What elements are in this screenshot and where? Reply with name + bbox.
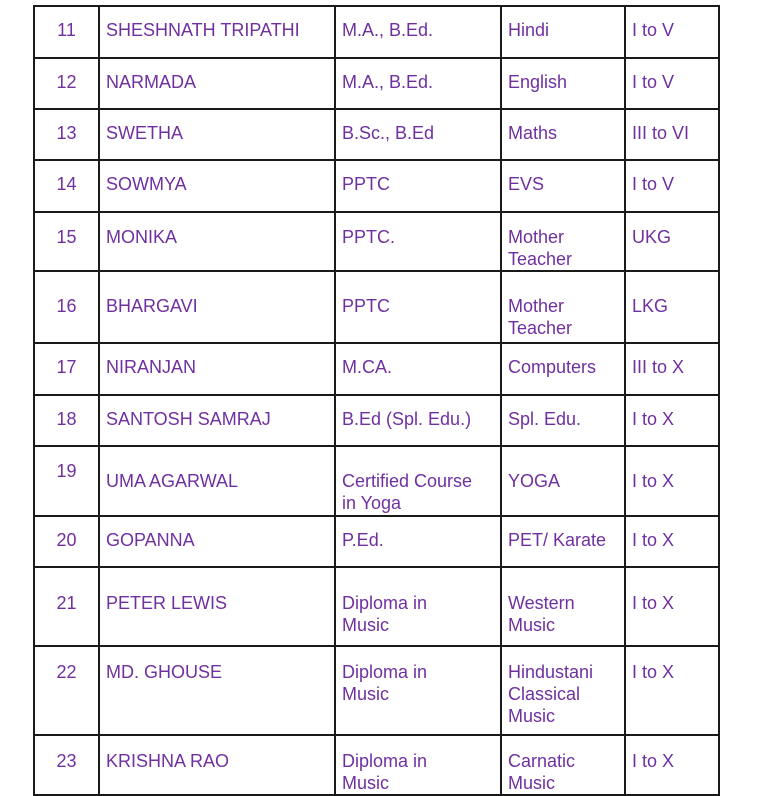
cell-number-text: 19	[56, 461, 77, 481]
cell-number-text: 11	[57, 20, 76, 40]
cell-name	[99, 271, 335, 343]
cell-name-text: SOWMYA	[106, 174, 187, 194]
cell-subject	[501, 160, 625, 212]
cell-qualification	[335, 58, 501, 109]
cell-number	[34, 58, 99, 109]
cell-number-text: 23	[56, 751, 77, 771]
cell-classes	[625, 160, 719, 212]
cell-name	[99, 446, 335, 516]
cell-qualification-text: M.A., B.Ed.	[342, 20, 434, 40]
cell-qualification	[335, 160, 501, 212]
cell-classes	[625, 343, 719, 395]
cell-subject-text: Spl. Edu.	[508, 409, 582, 429]
cell-classes-text: III to X	[632, 357, 685, 377]
cell-qualification-text: PPTC	[342, 174, 391, 194]
cell-qualification	[335, 6, 501, 58]
cell-classes-text: III to VI	[632, 123, 690, 143]
cell-classes	[625, 567, 719, 646]
cell-subject	[501, 271, 625, 343]
cell-number	[34, 6, 99, 58]
cell-name-text: PETER LEWIS	[106, 593, 228, 613]
cell-classes-text: I to X	[632, 409, 675, 429]
cell-classes-text: I to V	[632, 174, 675, 194]
cell-classes	[625, 395, 719, 446]
cell-name	[99, 6, 335, 58]
table-row	[34, 58, 719, 109]
cell-name	[99, 516, 335, 567]
cell-subject-text: Western Music	[508, 593, 575, 635]
cell-subject	[501, 567, 625, 646]
cell-classes	[625, 58, 719, 109]
staff-table	[33, 5, 720, 796]
cell-number	[34, 567, 99, 646]
cell-classes	[625, 212, 719, 271]
cell-number	[34, 516, 99, 567]
cell-qualification-text: Diploma in Music	[342, 662, 428, 704]
cell-subject	[501, 109, 625, 160]
cell-qualification	[335, 446, 501, 516]
cell-classes-text: I to V	[632, 72, 675, 92]
cell-number	[34, 395, 99, 446]
cell-name-text: GOPANNA	[106, 530, 195, 550]
cell-name	[99, 160, 335, 212]
cell-subject	[501, 446, 625, 516]
cell-number	[34, 271, 99, 343]
cell-qualification	[335, 212, 501, 271]
cell-qualification-text: B.Ed (Spl. Edu.)	[342, 409, 472, 429]
cell-subject-text: Hindi	[508, 20, 550, 40]
cell-qualification-text: P.Ed.	[342, 530, 384, 550]
cell-subject	[501, 395, 625, 446]
cell-number	[34, 109, 99, 160]
cell-classes-text: I to X	[632, 471, 675, 491]
cell-number-text: 17	[56, 357, 77, 377]
staff-table-body	[34, 6, 719, 795]
cell-qualification	[335, 567, 501, 646]
cell-number-text: 16	[56, 296, 77, 316]
cell-name-text: MONIKA	[106, 227, 178, 247]
table-row	[34, 160, 719, 212]
table-row	[34, 343, 719, 395]
cell-number-text: 22	[56, 662, 77, 682]
cell-classes	[625, 6, 719, 58]
cell-number	[34, 735, 99, 795]
table-row	[34, 646, 719, 735]
cell-classes-text: I to X	[632, 530, 675, 550]
cell-qualification	[335, 343, 501, 395]
cell-subject	[501, 735, 625, 795]
cell-subject-text: Maths	[508, 123, 558, 143]
cell-classes	[625, 646, 719, 735]
cell-qualification	[335, 109, 501, 160]
table-row	[34, 735, 719, 795]
cell-number-text: 13	[56, 123, 77, 143]
table-row	[34, 567, 719, 646]
cell-name-text: SANTOSH SAMRAJ	[106, 409, 271, 429]
table-row	[34, 109, 719, 160]
cell-name	[99, 58, 335, 109]
cell-name	[99, 567, 335, 646]
cell-qualification-text: Diploma in Music	[342, 593, 428, 635]
cell-name-text: NARMADA	[106, 72, 197, 92]
cell-subject-text: EVS	[508, 174, 545, 194]
cell-number	[34, 212, 99, 271]
cell-qualification	[335, 646, 501, 735]
cell-classes-text: I to X	[632, 751, 675, 771]
cell-classes	[625, 109, 719, 160]
cell-classes-text: I to X	[632, 593, 675, 613]
cell-subject	[501, 343, 625, 395]
cell-name	[99, 109, 335, 160]
cell-subject-text: YOGA	[508, 471, 561, 491]
cell-subject-text: Mother Teacher	[508, 227, 573, 269]
cell-classes-text: UKG	[632, 227, 672, 247]
table-row	[34, 271, 719, 343]
cell-qualification	[335, 395, 501, 446]
cell-qualification-text: M.CA.	[342, 357, 393, 377]
cell-number	[34, 446, 99, 516]
cell-name-text: KRISHNA RAO	[106, 751, 230, 771]
cell-number-text: 20	[56, 530, 77, 550]
table-row	[34, 446, 719, 516]
cell-subject-text: Hindustani Classical Music	[508, 662, 594, 726]
cell-classes-text: I to X	[632, 662, 675, 682]
cell-classes-text: LKG	[632, 296, 669, 316]
cell-name-text: NIRANJAN	[106, 357, 197, 377]
cell-subject-text: Computers	[508, 357, 597, 377]
cell-qualification	[335, 271, 501, 343]
cell-qualification-text: Diploma in Music	[342, 751, 428, 793]
cell-number	[34, 160, 99, 212]
cell-number-text: 21	[56, 593, 77, 613]
cell-qualification-text: M.A., B.Ed.	[342, 72, 434, 92]
cell-number	[34, 343, 99, 395]
table-row	[34, 6, 719, 58]
cell-name-text: BHARGAVI	[106, 296, 198, 316]
cell-subject-text: Mother Teacher	[508, 296, 573, 338]
cell-subject	[501, 212, 625, 271]
cell-qualification-text: Certified Course in Yoga	[342, 471, 473, 513]
cell-name	[99, 343, 335, 395]
cell-subject-text: Carnatic Music	[508, 751, 576, 793]
cell-number-text: 12	[56, 72, 77, 92]
cell-subject	[501, 646, 625, 735]
cell-qualification-text: PPTC	[342, 296, 391, 316]
cell-name-text: UMA AGARWAL	[106, 471, 239, 491]
cell-qualification-text: B.Sc., B.Ed	[342, 123, 435, 143]
cell-name	[99, 735, 335, 795]
cell-classes	[625, 446, 719, 516]
cell-classes	[625, 516, 719, 567]
table-row	[34, 395, 719, 446]
cell-number-text: 18	[56, 409, 77, 429]
cell-number-text: 15	[56, 227, 77, 247]
cell-classes	[625, 271, 719, 343]
cell-name	[99, 646, 335, 735]
cell-number-text: 14	[56, 174, 77, 194]
cell-name-text: MD. GHOUSE	[106, 662, 223, 682]
cell-classes	[625, 735, 719, 795]
table-row	[34, 516, 719, 567]
cell-subject	[501, 58, 625, 109]
cell-name-text: SWETHA	[106, 123, 184, 143]
cell-qualification	[335, 516, 501, 567]
cell-classes-text: I to V	[632, 20, 675, 40]
cell-qualification-text: PPTC.	[342, 227, 396, 247]
cell-name-text: SHESHNATH TRIPATHI	[106, 20, 300, 40]
cell-subject	[501, 6, 625, 58]
cell-name	[99, 395, 335, 446]
cell-name	[99, 212, 335, 271]
cell-qualification	[335, 735, 501, 795]
table-row	[34, 212, 719, 271]
cell-subject-text: English	[508, 72, 568, 92]
cell-number	[34, 646, 99, 735]
cell-subject	[501, 516, 625, 567]
cell-subject-text: PET/ Karate	[508, 530, 607, 550]
